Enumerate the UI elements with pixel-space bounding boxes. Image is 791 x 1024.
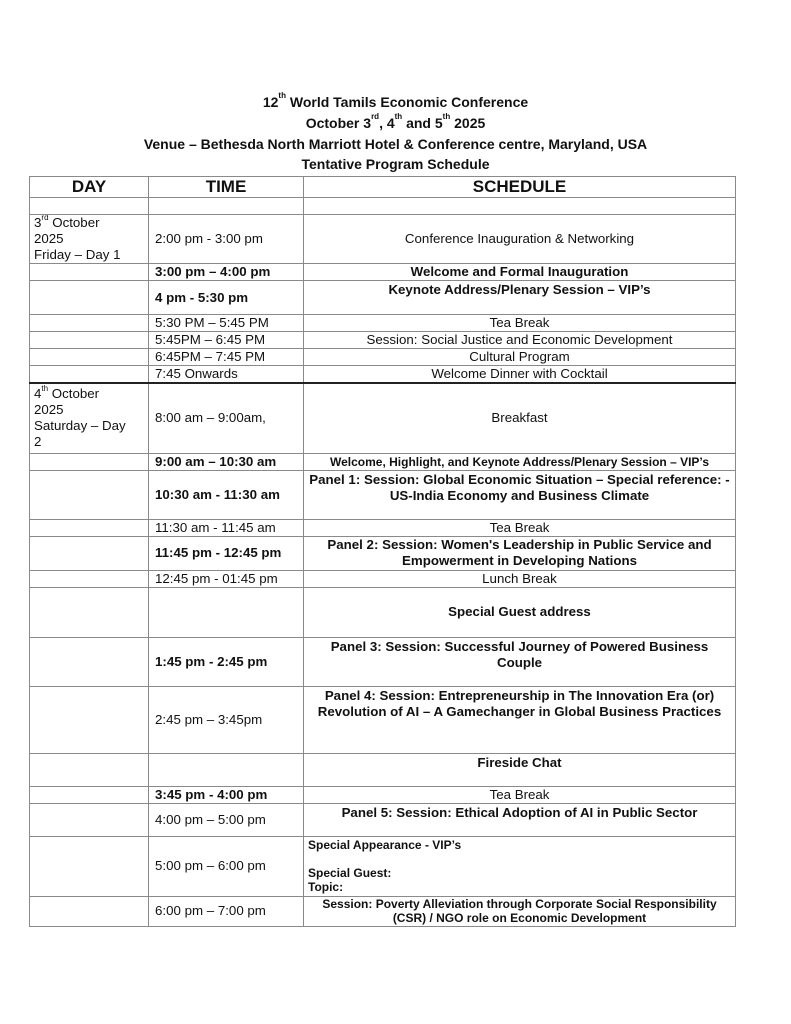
column-header-schedule: SCHEDULE <box>304 177 736 198</box>
time-cell: 6:00 pm – 7:00 pm <box>149 896 304 926</box>
venue: Venue – Bethesda North Marriott Hotel & Conference centre, Maryland, USA <box>143 136 648 152</box>
schedule-cell: Lunch Break <box>304 570 736 587</box>
day-cell-day2: 4th October 2025 Saturday – Day 2 <box>30 383 149 453</box>
table-row <box>30 786 736 803</box>
table-row <box>30 803 736 836</box>
time-cell <box>149 753 304 786</box>
time-cell: 9:00 am – 10:30 am <box>149 453 304 470</box>
table-row <box>30 686 736 753</box>
table-row <box>30 281 736 315</box>
table-row <box>30 332 736 349</box>
table-row <box>30 215 736 264</box>
schedule-cell: Conference Inauguration & Networking <box>304 215 736 264</box>
table-header-row <box>30 177 736 198</box>
table-row <box>30 896 736 926</box>
special-appearance: Special Appearance - VIP’s <box>308 838 462 852</box>
schedule-table <box>29 176 736 927</box>
empty-row <box>30 198 736 215</box>
time-cell: 4:00 pm – 5:00 pm <box>149 803 304 836</box>
schedule-cell: Welcome Dinner with Cocktail <box>304 366 736 384</box>
day-cell-day1: 3rd October 2025 Friday – Day 1 <box>30 215 149 264</box>
schedule-cell: Panel 4: Session: Entrepreneurship in The Innovation Era (or) Revolution of AI – A Gamechanger in Global Business Practices <box>304 686 736 753</box>
time-cell: 12:45 pm - 01:45 pm <box>149 570 304 587</box>
schedule-subtitle: Tentative Program Schedule <box>301 156 490 172</box>
table-row <box>30 637 736 686</box>
time-cell: 2:45 pm – 3:45pm <box>149 686 304 753</box>
time-cell: 5:30 PM – 5:45 PM <box>149 315 304 332</box>
schedule-cell: Keynote Address/Plenary Session – VIP’s <box>304 281 736 315</box>
time-cell: 3:45 pm - 4:00 pm <box>149 786 304 803</box>
time-cell: 7:45 Onwards <box>149 366 304 384</box>
table-row <box>30 519 736 536</box>
time-cell: 8:00 am – 9:00am, <box>149 383 304 453</box>
column-header-day: DAY <box>30 177 149 198</box>
table-row <box>30 315 736 332</box>
table-row <box>30 470 736 519</box>
table-row <box>30 383 736 453</box>
time-cell: 4 pm - 5:30 pm <box>149 281 304 315</box>
topic-label: Topic: <box>308 880 344 894</box>
table-row <box>30 453 736 470</box>
schedule-cell: Tea Break <box>304 519 736 536</box>
schedule-cell <box>304 836 736 896</box>
table-row <box>30 836 736 896</box>
table-row <box>30 753 736 786</box>
table-row <box>30 366 736 384</box>
conference-title: 12th World Tamils Economic Conference <box>262 91 529 110</box>
time-cell: 5:00 pm – 6:00 pm <box>149 836 304 896</box>
schedule-cell: Cultural Program <box>304 349 736 366</box>
conference-dates: October 3rd, 4th and 5th 2025 <box>305 112 486 131</box>
schedule-cell: Panel 5: Session: Ethical Adoption of AI in Public Sector <box>304 803 736 836</box>
schedule-cell: Welcome, Highlight, and Keynote Address/Plenary Session – VIP’s <box>304 453 736 470</box>
schedule-cell: Panel 1: Session: Global Economic Situation – Special reference: - US-India Economy and Business Climate <box>304 470 736 519</box>
time-cell: 1:45 pm - 2:45 pm <box>149 637 304 686</box>
table-row <box>30 536 736 570</box>
schedule-cell: Welcome and Formal Inauguration <box>304 264 736 281</box>
table-row <box>30 264 736 281</box>
time-cell: 11:30 am - 11:45 am <box>149 519 304 536</box>
time-cell: 11:45 pm - 12:45 pm <box>149 536 304 570</box>
time-cell <box>149 587 304 637</box>
schedule-cell: Fireside Chat <box>304 753 736 786</box>
time-cell: 5:45PM – 6:45 PM <box>149 332 304 349</box>
time-cell: 6:45PM – 7:45 PM <box>149 349 304 366</box>
schedule-cell: Panel 3: Session: Successful Journey of Powered Business Couple <box>304 637 736 686</box>
special-guest-label: Special Guest: <box>308 866 392 880</box>
schedule-cell: Tea Break <box>304 786 736 803</box>
time-cell: 10:30 am - 11:30 am <box>149 470 304 519</box>
table-row <box>30 349 736 366</box>
schedule-cell: Session: Social Justice and Economic Development <box>304 332 736 349</box>
column-header-time: TIME <box>149 177 304 198</box>
schedule-cell: Panel 2: Session: Women's Leadership in Public Service and Empowerment in Developing Nations <box>304 536 736 570</box>
table-row <box>30 587 736 637</box>
schedule-cell: Special Guest address <box>304 587 736 637</box>
time-cell: 3:00 pm – 4:00 pm <box>149 264 304 281</box>
schedule-cell: Tea Break <box>304 315 736 332</box>
schedule-cell: Session: Poverty Alleviation through Corporate Social Responsibility (CSR) / NGO role on Economic Development <box>304 896 736 926</box>
table-row <box>30 570 736 587</box>
time-cell: 2:00 pm - 3:00 pm <box>149 215 304 264</box>
schedule-cell: Breakfast <box>304 383 736 453</box>
